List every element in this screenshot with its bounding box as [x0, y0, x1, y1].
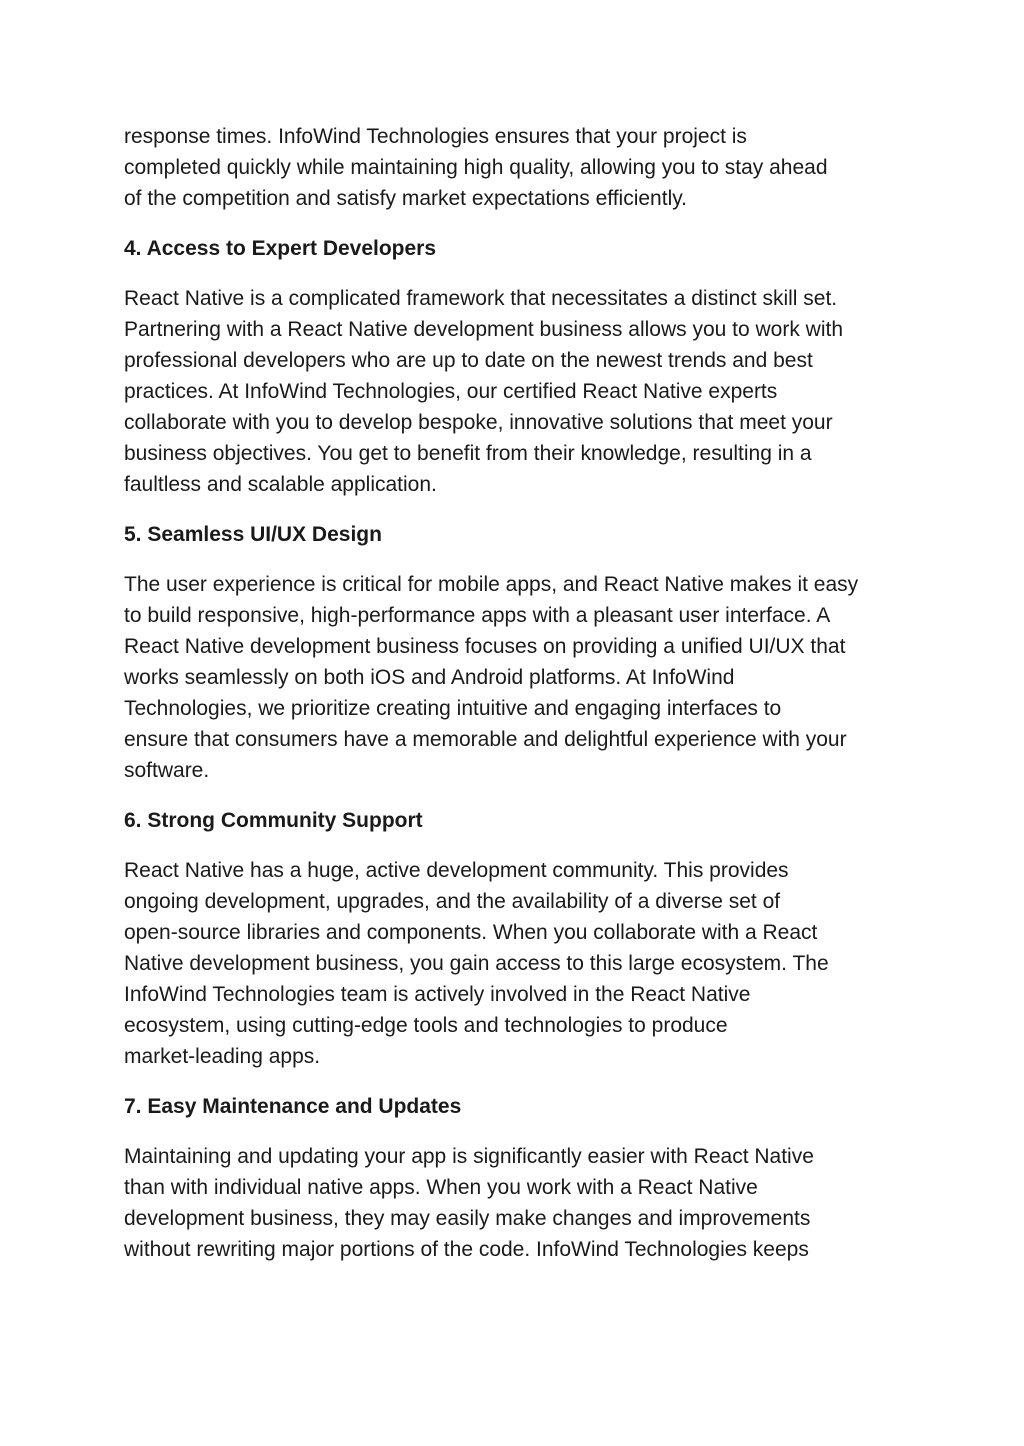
document-page — [124, 121, 914, 1265]
paragraph-line: Native development business, you gain access to this large ecosystem. The — [124, 952, 829, 975]
paragraph-line: response times. InfoWind Technologies ensures that your project is — [124, 125, 747, 148]
paragraph-line: Partnering with a React Native development business allows you to work with — [124, 318, 844, 341]
section-paragraph-community-support — [124, 855, 914, 1072]
paragraph-line: completed quickly while maintaining high quality, allowing you to stay ahead — [124, 156, 828, 179]
paragraph-line: Maintaining and updating your app is significantly easier with React Native — [124, 1145, 814, 1168]
section-heading-expert-developers: 4. Access to Expert Developers — [124, 237, 437, 260]
paragraph-line: ecosystem, using cutting-edge tools and technologies to produce — [124, 1014, 728, 1037]
paragraph-line: React Native development business focuses on providing a unified UI/UX that — [124, 635, 846, 658]
paragraph-line: of the competition and satisfy market expectations efficiently. — [124, 187, 688, 210]
paragraph-line: software. — [124, 759, 210, 782]
paragraph-line: React Native has a huge, active development community. This provides — [124, 859, 789, 882]
paragraph-line: than with individual native apps. When you work with a React Native — [124, 1176, 758, 1199]
paragraph-line: professional developers who are up to date on the newest trends and best — [124, 349, 813, 372]
paragraph-line: works seamlessly on both iOS and Android platforms. At InfoWind — [124, 666, 735, 689]
paragraph-line: Technologies, we prioritize creating intuitive and engaging interfaces to — [124, 697, 782, 720]
section-heading-community-support: 6. Strong Community Support — [124, 809, 423, 832]
paragraph-line: faultless and scalable application. — [124, 473, 437, 496]
intro-paragraph — [124, 121, 914, 214]
paragraph-line: business objectives. You get to benefit from their knowledge, resulting in a — [124, 442, 812, 465]
section-heading-ui-ux-design: 5. Seamless UI/UX Design — [124, 523, 382, 546]
paragraph-line: development business, they may easily make changes and improvements — [124, 1207, 811, 1230]
section-heading-maintenance-updates: 7. Easy Maintenance and Updates — [124, 1095, 462, 1118]
paragraph-line: ensure that consumers have a memorable and delightful experience with your — [124, 728, 847, 751]
paragraph-line: to build responsive, high-performance apps with a pleasant user interface. A — [124, 604, 831, 627]
paragraph-line: React Native is a complicated framework that necessitates a distinct skill set. — [124, 287, 838, 310]
section-paragraph-expert-developers — [124, 283, 914, 500]
paragraph-line: The user experience is critical for mobile apps, and React Native makes it easy — [124, 573, 859, 596]
paragraph-line: practices. At InfoWind Technologies, our certified React Native experts — [124, 380, 778, 403]
paragraph-line: market-leading apps. — [124, 1045, 321, 1068]
paragraph-line: InfoWind Technologies team is actively involved in the React Native — [124, 983, 751, 1006]
section-paragraph-ui-ux-design — [124, 569, 914, 786]
paragraph-line: without rewriting major portions of the code. InfoWind Technologies keeps — [124, 1238, 809, 1261]
paragraph-line: collaborate with you to develop bespoke, innovative solutions that meet your — [124, 411, 833, 434]
paragraph-line: open-source libraries and components. When you collaborate with a React — [124, 921, 818, 944]
paragraph-line: ongoing development, upgrades, and the availability of a diverse set of — [124, 890, 781, 913]
section-paragraph-maintenance-updates — [124, 1141, 914, 1265]
